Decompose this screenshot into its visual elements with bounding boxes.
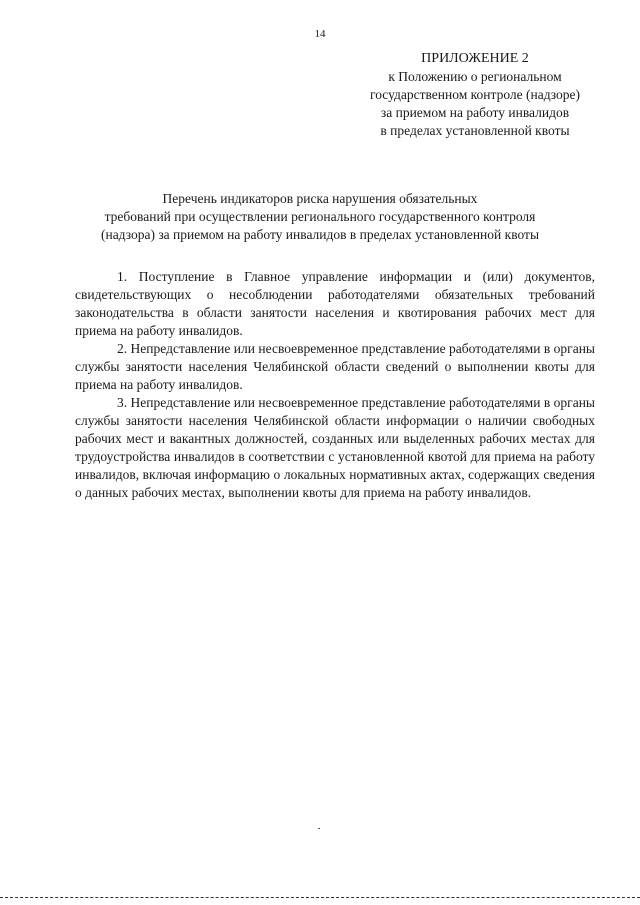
list-item: 2. Непредставление или несвоевременное представление работодателями в органы службы занятости населения Челябинской области сведений о выполнении квоты для приема на работу инвалидов. (75, 341, 595, 392)
appendix-title: ПРИЛОЖЕНИЕ 2 (421, 51, 529, 66)
appendix-line: в пределах установленной квоты (380, 123, 570, 138)
document-title (40, 190, 600, 244)
appendix-header (340, 50, 610, 140)
document-body (75, 268, 595, 502)
scan-dot (318, 828, 320, 829)
document-title-line: (надзора) за приемом на работу инвалидов в пределах установленной квоты (100, 227, 540, 242)
appendix-line: государственном контроле (надзоре) (370, 87, 580, 102)
page-bottom-edge (0, 897, 640, 898)
document-title-line: требований при осуществлении регионального государственного контроля (104, 209, 536, 224)
appendix-line: к Положению о региональном (388, 69, 562, 84)
appendix-line: за приемом на работу инвалидов (380, 105, 570, 120)
document-title-line: Перечень индикаторов риска нарушения обязательных (162, 191, 478, 206)
page-number: 14 (314, 28, 326, 40)
list-item: 1. Поступление в Главное управление информации и (или) документов, свидетельствующих о несоблюдении работодателями обязательных требований законодательства в области занятости населения и квотирования рабочих мест для приема на работу инвалидов. (75, 269, 595, 338)
list-item: 3. Непредставление или несвоевременное представление работодателями в органы службы занятости населения Челябинской области информации о наличии свободных рабочих мест и вакантных должностей, созданных или выделенных рабочих местах для трудоустройства инвалидов в соответствии с установленной квотой для приема на работу инвалидов, включая информацию о локальных нормативных актах, содержащих сведения о данных рабочих местах, выполнении квоты для приема на работу инвалидов. (75, 395, 595, 500)
